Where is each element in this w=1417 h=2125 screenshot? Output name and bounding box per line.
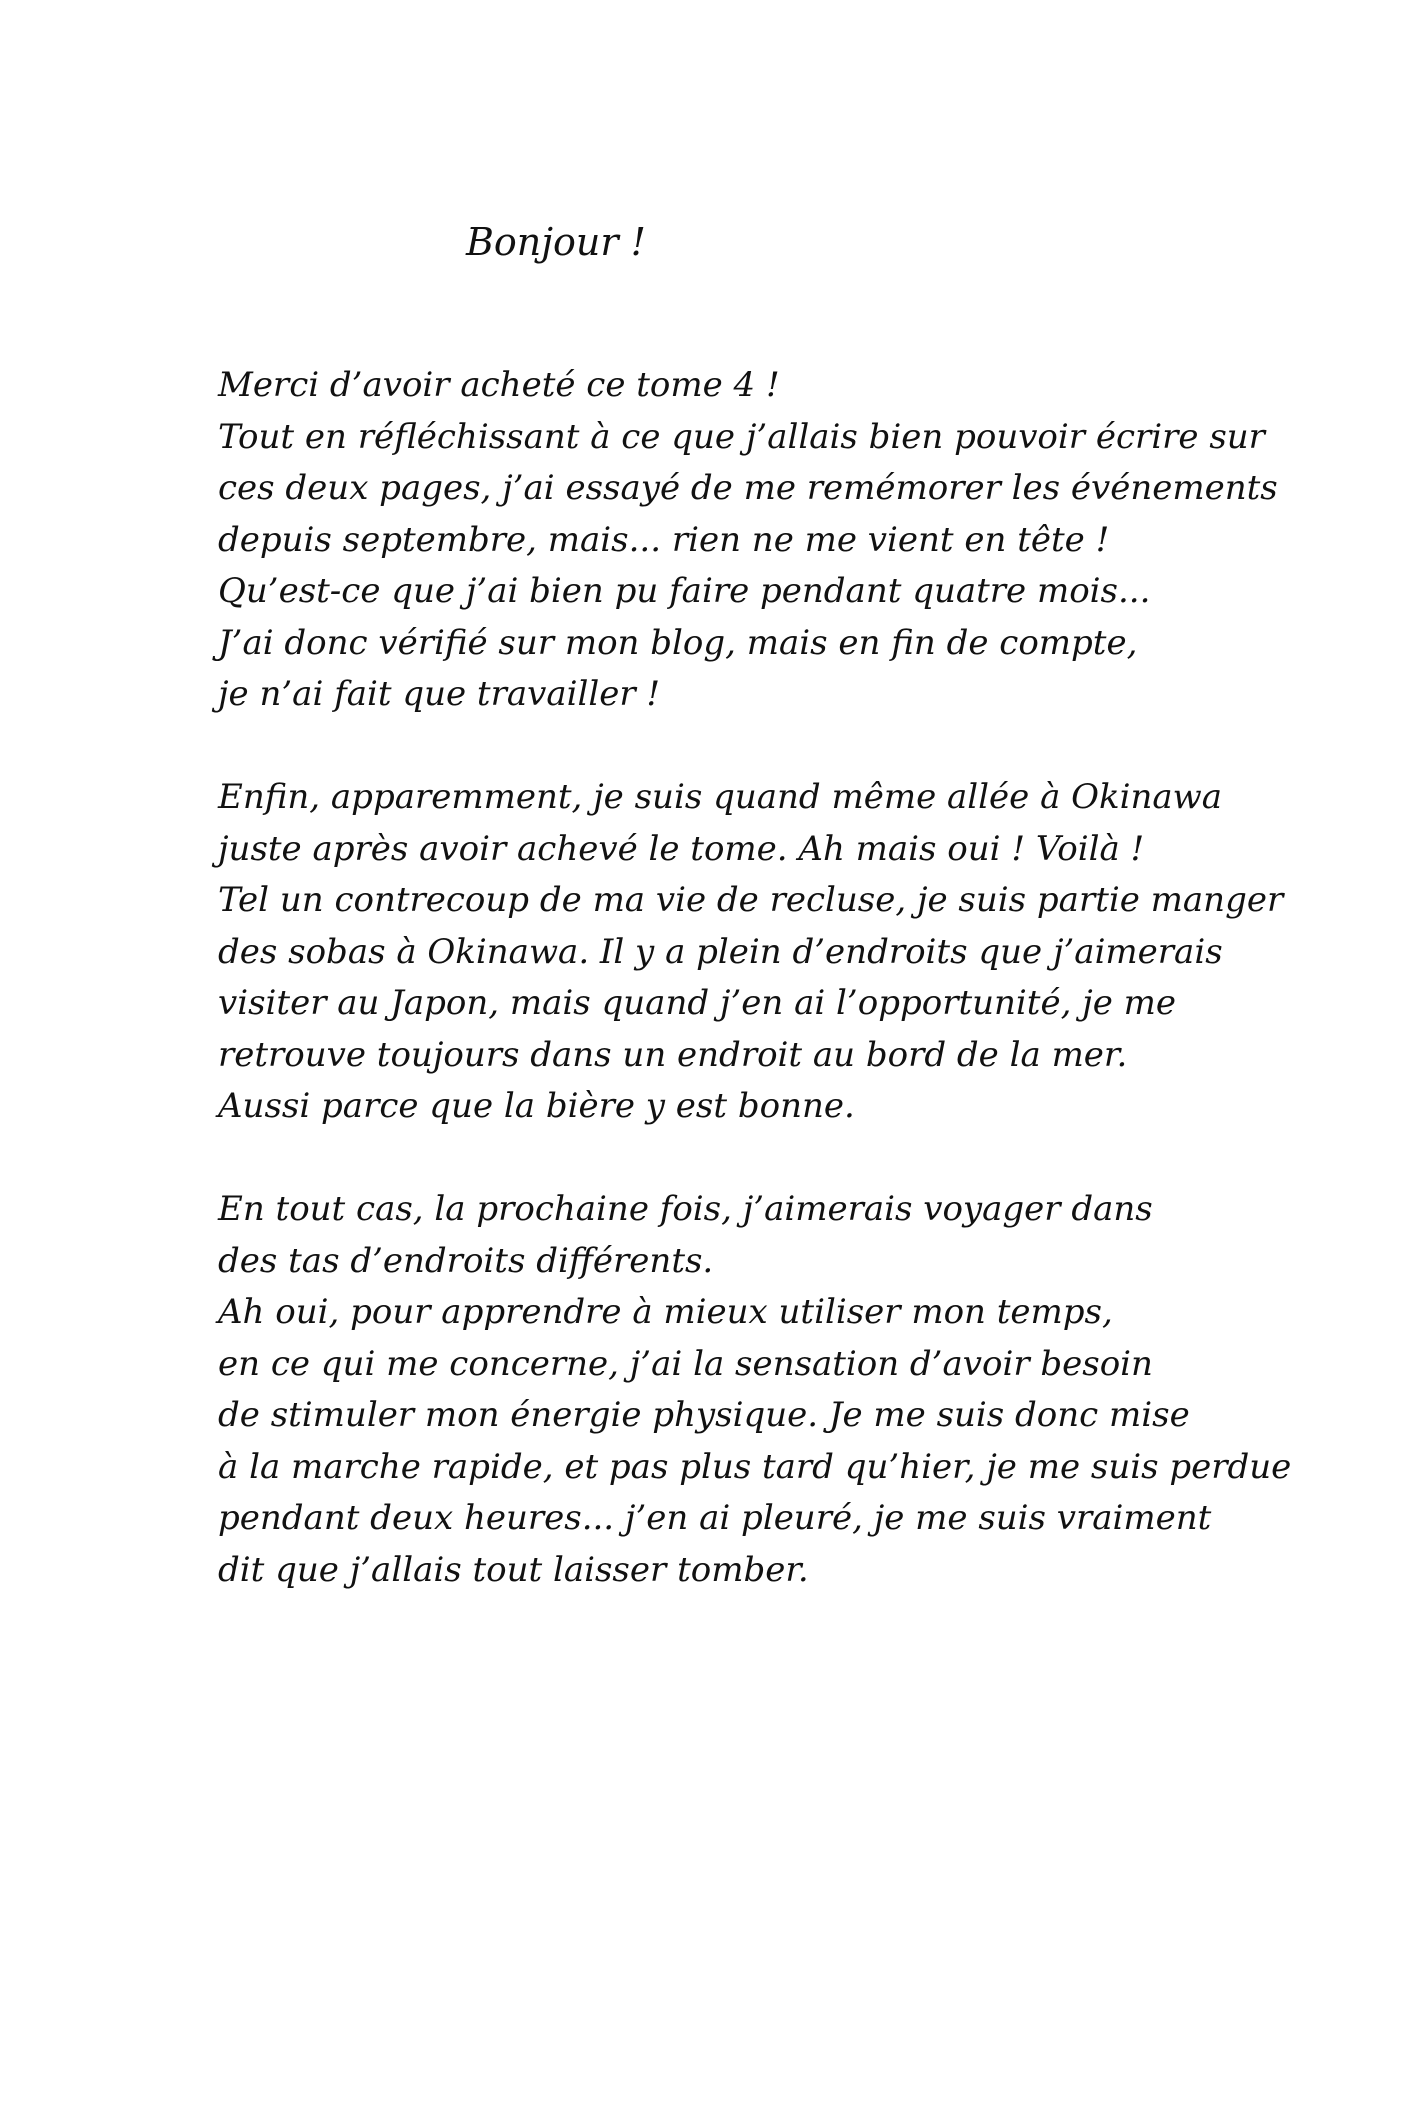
- letter-line: à la marche rapide, et pas plus tard qu’hier, je me suis perdue: [218, 1446, 1292, 1487]
- letter-line: Ah oui, pour apprendre à mieux utiliser mon temps,: [218, 1292, 1113, 1332]
- letter-line: en ce qui me concerne, j’ai la sensation d’avoir besoin: [218, 1343, 1153, 1384]
- letter-line: juste après avoir achevé le tome. Ah mais oui ! Voilà !: [218, 828, 1145, 869]
- paragraph-2: [218, 772, 1284, 1133]
- greeting-heading: Bonjour !: [466, 220, 646, 264]
- letter-line: je n’ai fait que travailler !: [218, 674, 661, 714]
- letter-line: Tout en réfléchissant à ce que j’allais bien pouvoir écrire sur: [218, 416, 1265, 457]
- paragraph-1: [218, 360, 1278, 721]
- letter-body: [218, 360, 1292, 1648]
- letter-line: Qu’est-ce que j’ai bien pu faire pendant quatre mois...: [218, 571, 1151, 611]
- letter-line: retrouve toujours dans un endroit au bord de la mer.: [218, 1034, 1128, 1075]
- letter-line: pendant deux heures... j’en ai pleuré, je me suis vraiment: [218, 1498, 1212, 1538]
- letter-line: En tout cas, la prochaine fois, j’aimerais voyager dans: [218, 1189, 1153, 1229]
- letter-line: J’ai donc vérifié sur mon blog, mais en fin de compte,: [218, 622, 1138, 663]
- letter-line: de stimuler mon énergie physique. Je me suis donc mise: [218, 1395, 1190, 1435]
- letter-line: Merci d’avoir acheté ce tome 4 !: [218, 365, 780, 405]
- letter-line: dit que j’allais tout laisser tomber.: [218, 1549, 809, 1590]
- letter-line: visiter au Japon, mais quand j’en ai l’opportunité, je me: [218, 983, 1177, 1023]
- letter-line: des tas d’endroits différents.: [218, 1240, 714, 1281]
- paragraph-3: [218, 1184, 1292, 1596]
- letter-line: ces deux pages, j’ai essayé de me remémorer les événements: [218, 468, 1278, 508]
- letter-line: depuis septembre, mais... rien ne me vient en tête !: [218, 519, 1110, 560]
- letter-line: Enfin, apparemment, je suis quand même allée à Okinawa: [218, 777, 1223, 817]
- letter-line: des sobas à Okinawa. Il y a plein d’endroits que j’aimerais: [218, 931, 1223, 972]
- letter-line: Aussi parce que la bière y est bonne.: [218, 1086, 855, 1126]
- letter-line: Tel un contrecoup de ma vie de recluse, je suis partie manger: [218, 880, 1284, 920]
